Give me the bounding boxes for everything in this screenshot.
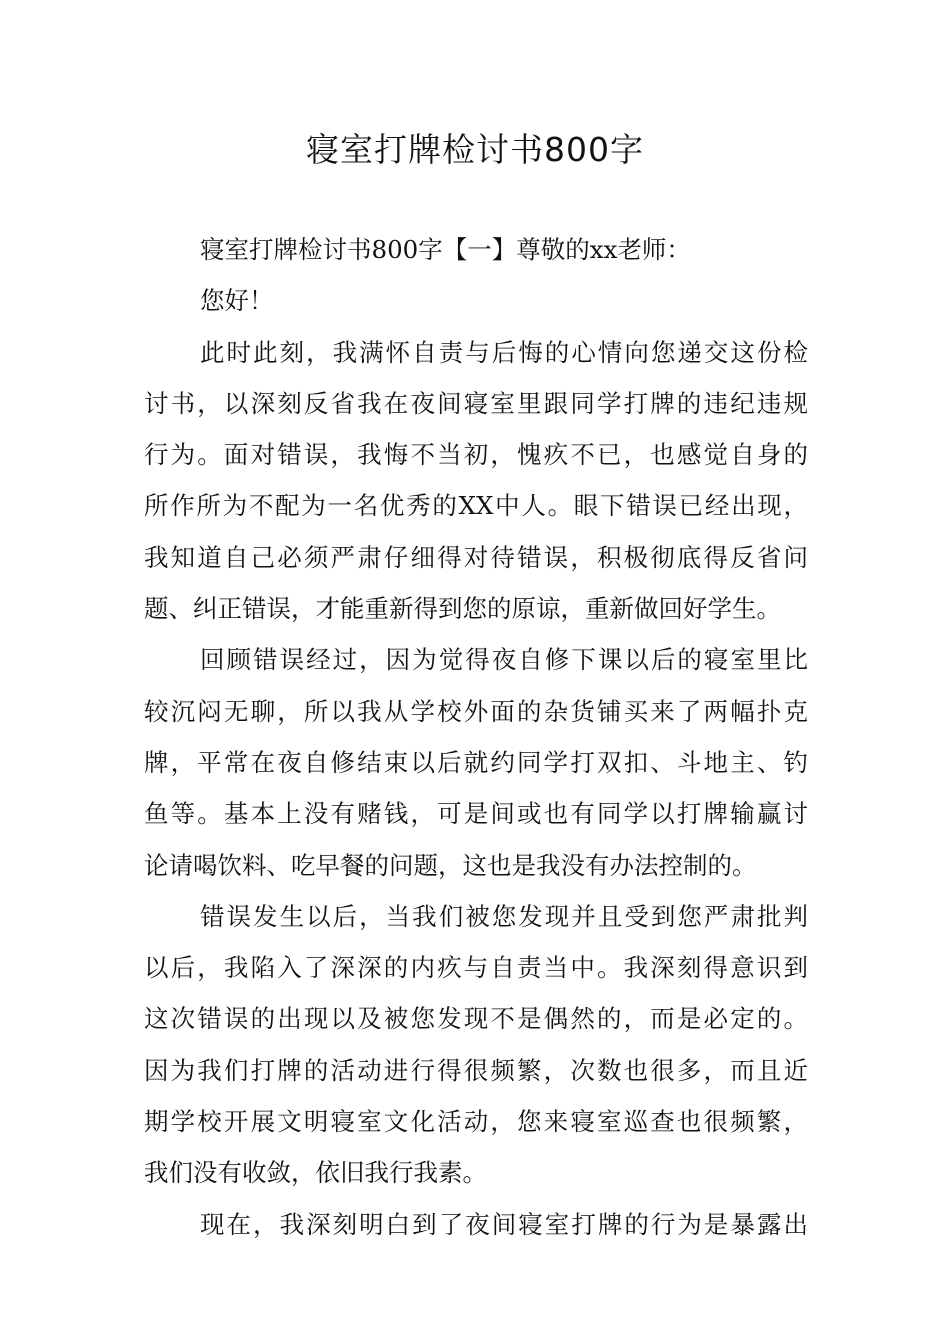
document-title: 寝室打牌检讨书800字 xyxy=(306,130,644,169)
text-line: 鱼等。基本上没有赌钱，可是间或也有同学以打牌输赢讨 xyxy=(144,799,808,829)
document-body xyxy=(144,224,808,1250)
text-line: 题、纠正错误，才能重新得到您的原谅，重新做回好学生。 xyxy=(144,594,781,624)
text-line: 较沉闷无聊，所以我从学校外面的杂货铺买来了两幅扑克 xyxy=(144,696,808,726)
text-line: 因为我们打牌的活动进行得很频繁，次数也很多，而且近 xyxy=(144,1055,808,1085)
text-line: 错误发生以后，当我们被您发现并且受到您严肃批判 xyxy=(200,901,808,931)
text-line: 这次错误的出现以及被您发现不是偶然的，而是必定的。 xyxy=(144,1004,808,1034)
text-line: 讨书，以深刻反省我在夜间寝室里跟同学打牌的违纪违规 xyxy=(144,388,808,418)
text-line: 牌，平常在夜自修结束以后就约同学打双扣、斗地主、钓 xyxy=(144,747,808,777)
text-line: 您好！ xyxy=(200,286,274,316)
text-line: 我知道自己必须严肃仔细得对待错误，积极彻底得反省问 xyxy=(144,542,808,572)
text-line: 我们没有收敛，依旧我行我素。 xyxy=(144,1158,487,1188)
text-line: 行为。面对错误，我悔不当初，愧疚不已，也感觉自身的 xyxy=(144,440,808,470)
text-line: 论请喝饮料、吃早餐的问题，这也是我没有办法控制的。 xyxy=(144,850,757,880)
text-line: 寝室打牌检讨书800字【一】尊敬的xx老师： xyxy=(200,235,691,264)
text-line: 以后，我陷入了深深的内疚与自责当中。我深刻得意识到 xyxy=(144,953,808,983)
text-line: 期学校开展文明寝室文化活动，您来寝室巡查也很频繁， xyxy=(144,1107,808,1137)
text-line: 所作所为不配为一名优秀的XX中人。眼下错误已经出现， xyxy=(144,491,808,521)
text-line: 现在，我深刻明白到了夜间寝室打牌的行为是暴露出 xyxy=(200,1209,808,1239)
text-line: 此时此刻，我满怀自责与后悔的心情向您递交这份检 xyxy=(200,337,808,367)
text-line: 回顾错误经过，因为觉得夜自修下课以后的寝室里比 xyxy=(200,645,808,675)
